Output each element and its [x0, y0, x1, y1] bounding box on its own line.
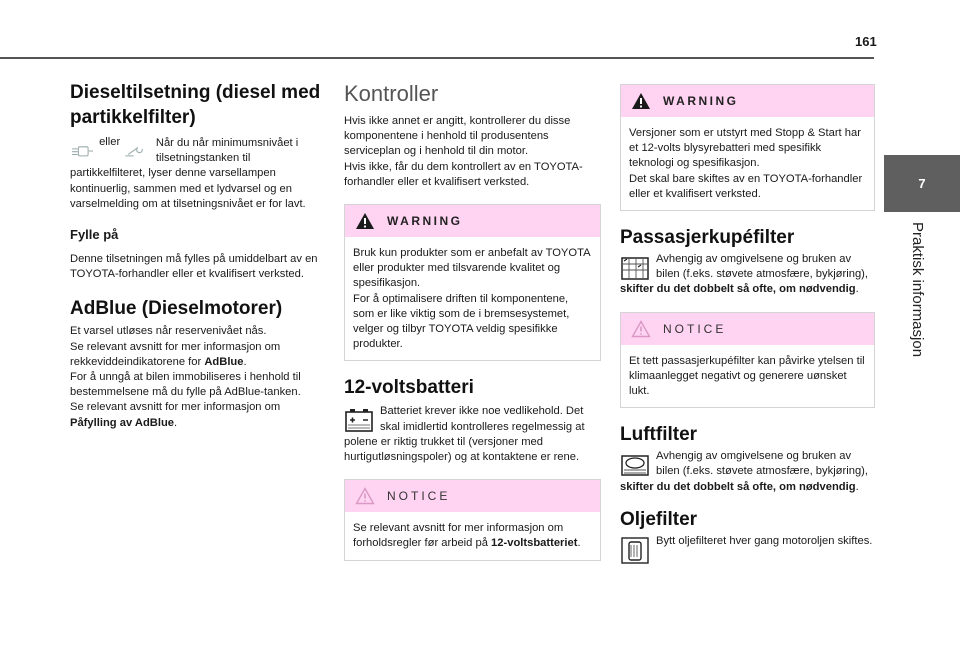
warning-label: WARNING	[663, 94, 739, 108]
notice-triangle-icon	[631, 320, 651, 338]
warning-box-products	[344, 204, 601, 361]
cabin-filter-para	[620, 252, 875, 298]
air-filter-para	[620, 449, 875, 495]
chapter-title: Praktisk informasjon	[909, 222, 926, 358]
warning-p2: Det skal bare skiftes av en TOYOTA-forhandler eller et kvalifisert verksted.	[629, 172, 863, 200]
adblue-p3: For å unngå at bilen immobiliseres i henhold til bestemmelsene må du fylle på AdBlue-tanken.	[70, 371, 301, 399]
warning-p1: Bruk kun produkter som er anbefalt av TOYOTA eller produkter med tilsvarende kvalitet og spesifikasjon.	[353, 247, 590, 290]
intro-right-text: Når du når minimumsnivået i tilsetningstanken til	[155, 137, 299, 165]
oil-filter-text: Bytt oljefilteret hver gang motoroljen skiftes.	[656, 534, 873, 547]
wrench-warning-icon	[124, 140, 148, 162]
heading-diesel-additive: Dieseltilsetning (diesel med partikkelfilter)	[70, 82, 321, 128]
column-right	[620, 84, 875, 564]
adblue-p2: Se relevant avsnitt for mer informasjon om rekkeviddeindikatorene for AdBlue.	[70, 340, 281, 368]
heading-fill: Fylle på	[70, 227, 119, 243]
notice-text: Et tett passasjerkupéfilter kan påvirke ytelsen til klimaanlegget negativt og generere uønsket lukt.	[629, 354, 865, 398]
adblue-p4: Se relevant avsnitt for mer informasjon om Påfylling av AdBlue.	[70, 401, 281, 429]
top-rule	[0, 57, 874, 59]
warning-box-stopstart	[620, 84, 875, 211]
air-filter-text: Avhengig av omgivelsene og bruken av bilen (f.eks. støvete atmosfære, bykjøring), skifter du det dobbelt så ofte, om nødvendig.	[620, 450, 869, 493]
checks-intro-p2: Hvis ikke, får du dem kontrollert av en TOYOTA-forhandler eller et kvalifisert verksted.	[344, 160, 583, 188]
checks-intro-p1: Hvis ikke annet er angitt, kontrollerer du disse komponentene i henhold til produsentens serviceplan og i henhold til din motor.	[344, 115, 571, 158]
heading-checks: Kontroller	[344, 81, 439, 106]
heading-cabin-filter: Passasjerkupéfilter	[620, 227, 795, 249]
heading-adblue: AdBlue (Dieselmotorer)	[70, 298, 283, 320]
heading-air-filter: Luftfilter	[620, 424, 698, 446]
page-number: 161	[855, 34, 877, 49]
notice-label: NOTICE	[387, 489, 451, 504]
column-middle	[344, 80, 601, 561]
oil-filter-para	[620, 534, 875, 549]
warning-triangle-icon	[355, 212, 375, 230]
heading-battery: 12-voltsbatteri	[344, 377, 474, 399]
notice-box-battery	[344, 479, 601, 560]
oil-filter-icon	[620, 536, 650, 564]
notice-box-cabin	[620, 312, 875, 409]
fill-text: Denne tilsetningen må fylles på umiddelbart av en TOYOTA-forhandler eller et kvalifisert verksted.	[70, 253, 318, 281]
column-left	[70, 80, 323, 431]
intro-eller: eller	[99, 136, 121, 148]
notice-text: Se relevant avsnitt for mer informasjon om forholdsregler før arbeid på 12-voltsbatteriet.	[353, 522, 581, 550]
intro-rest-text: partikkelfilteret, lyser denne varsellampen kontinuerlig, sammen med et lydvarsel og en varselmelding om at tilsetningsnivået er for lavt.	[70, 167, 306, 210]
heading-oil-filter: Oljefilter	[620, 508, 698, 530]
notice-label: NOTICE	[663, 321, 727, 336]
warning-p2: For å optimalisere driften til komponentene, som er like viktig som de i bremsesystemet, velger og tilbyr TOYOTA veldig spesifikke produkter.	[353, 292, 570, 351]
notice-triangle-icon	[355, 487, 375, 505]
additive-intro	[70, 136, 323, 212]
cabin-filter-icon	[620, 254, 650, 282]
battery-icon	[344, 406, 374, 434]
warning-header	[621, 85, 874, 117]
notice-header	[621, 313, 874, 345]
chapter-tab[interactable]: 7	[884, 155, 960, 212]
battery-para	[344, 404, 601, 465]
particle-filter-icon	[70, 140, 95, 162]
warning-label: WARNING	[387, 214, 463, 229]
notice-header	[345, 480, 600, 512]
warning-header	[345, 205, 600, 237]
warning-p1: Versjoner som er utstyrt med Stopp & Start har et 12-volts blysyrebatteri med spesifikk teknologi og spesifikasjon.	[629, 127, 861, 170]
cabin-filter-text: Avhengig av omgivelsene og bruken av bilen (f.eks. støvete atmosfære, bykjøring), skifter du det dobbelt så ofte, om nødvendig.	[620, 253, 869, 296]
warning-triangle-icon	[631, 92, 651, 110]
air-filter-icon	[620, 451, 650, 479]
adblue-p1: Et varsel utløses når reservenivået nås.	[70, 325, 267, 338]
battery-text: Batteriet krever ikke noe vedlikehold. Det skal imidlertid kontrolleres regelmessig at polene er riktig trukket til (versjoner med hurtigutløsningspoler) og at kontaktene er rene.	[344, 405, 585, 464]
